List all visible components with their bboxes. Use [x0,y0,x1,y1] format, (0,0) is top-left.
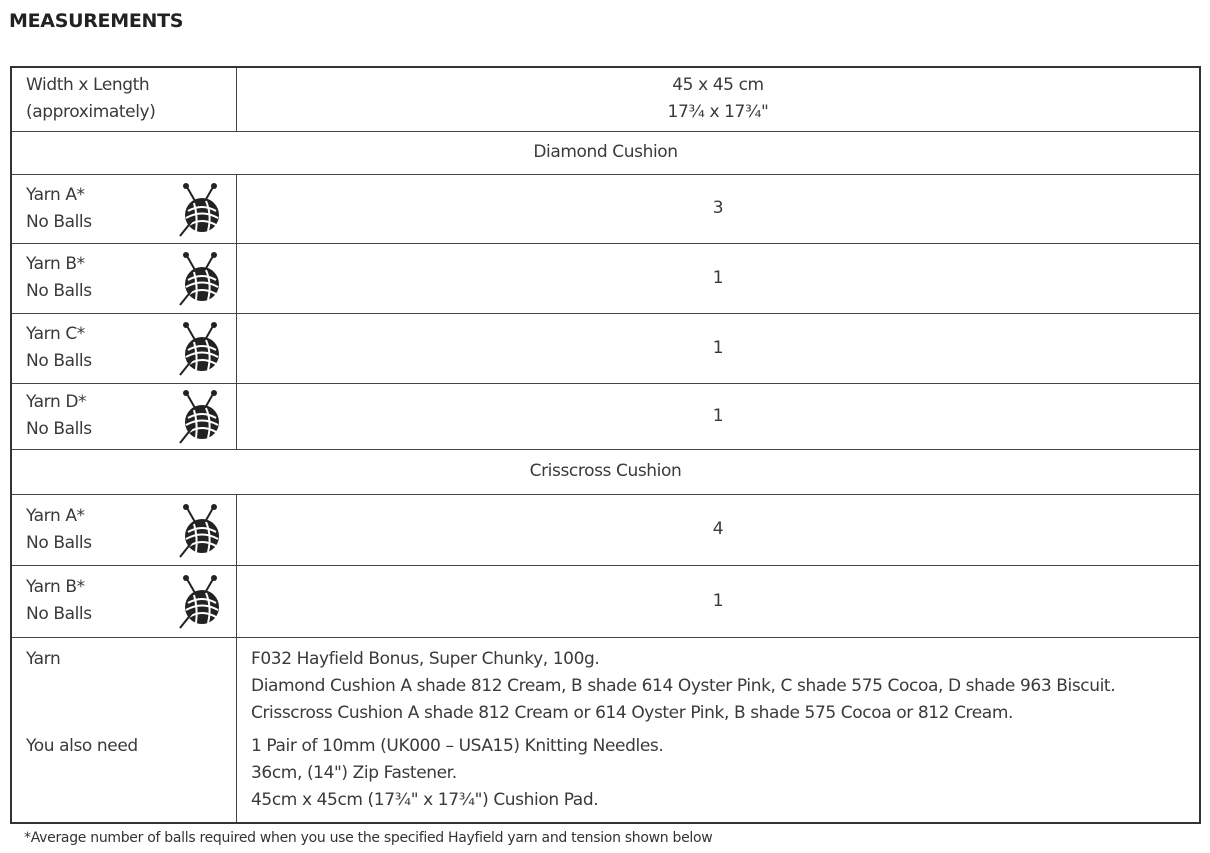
yarn-label-cell [11,383,237,449]
yarn-row [11,494,1200,565]
section-title: Crisscross Cushion [11,449,1200,494]
yarn-row [11,243,1200,313]
yarn-info-row [11,637,1200,731]
balls-label: No Balls [26,604,92,624]
also-need-line: 45cm x 45cm (17¾" x 17¾") Cushion Pad. [251,789,599,810]
section-header-row [11,131,1200,174]
section-title: Diamond Cushion [11,131,1200,174]
page-title: MEASUREMENTS [9,10,184,32]
yarn-label-cell [11,243,237,313]
also-need-label: You also need [11,731,237,823]
yarn-info-line: F032 Hayfield Bonus, Super Chunky, 100g. [251,648,600,669]
yarn-info-line: Crisscross Cushion A shade 812 Cream or 614 Oyster Pink, B shade 575 Cocoa or 812 Cream. [251,702,1013,723]
ball-count: 1 [237,383,1201,449]
yarn-ball-icon [178,181,222,237]
yarn-info-value [237,637,1201,731]
yarn-name: Yarn C* [26,324,85,344]
balls-label: No Balls [26,211,92,232]
yarn-info-label: Yarn [11,637,237,731]
yarn-label-cell [11,174,237,243]
yarn-name: Yarn D* [26,392,87,412]
ball-count: 1 [237,313,1201,383]
balls-label: No Balls [26,532,92,553]
balls-label: No Balls [26,281,92,301]
yarn-ball-icon [178,320,222,376]
yarn-ball-icon [178,502,222,558]
yarn-label-cell [11,565,237,637]
size-inches: 17¾ x 17¾" [667,102,769,123]
yarn-name: Yarn B* [26,254,85,274]
ball-count: 1 [237,243,1201,313]
size-label [11,67,237,131]
yarn-info-line: Diamond Cushion A shade 812 Cream, B shade 614 Oyster Pink, C shade 575 Cocoa, D shade 963 Biscuit. [251,675,1116,696]
ball-count: 4 [237,494,1201,565]
yarn-ball-icon [178,250,222,306]
also-need-line: 1 Pair of 10mm (UK000 – USA15) Knitting Needles. [251,735,664,756]
also-need-value [237,731,1201,823]
size-cm: 45 x 45 cm [672,75,764,96]
yarn-row [11,383,1200,449]
size-label-line: Width x Length [26,75,150,96]
ball-count: 1 [237,565,1201,637]
balls-label: No Balls [26,419,92,439]
yarn-name: Yarn A* [26,505,85,526]
footnote: *Average number of balls required when you use the specified Hayfield yarn and tension shown below [24,830,713,846]
yarn-row [11,174,1200,243]
size-value [237,67,1201,131]
also-need-row [11,731,1200,823]
measurements-table [10,66,1201,824]
yarn-label-cell [11,313,237,383]
yarn-row [11,565,1200,637]
section-header-row [11,449,1200,494]
yarn-ball-icon [178,388,222,444]
yarn-row [11,313,1200,383]
yarn-name: Yarn B* [26,577,85,597]
also-need-line: 36cm, (14") Zip Fastener. [251,762,457,783]
yarn-ball-icon [178,573,222,629]
yarn-label-cell [11,494,237,565]
ball-count: 3 [237,174,1201,243]
size-row [11,67,1200,131]
size-label-line: (approximately) [26,102,156,123]
balls-label: No Balls [26,351,92,371]
yarn-name: Yarn A* [26,184,85,205]
